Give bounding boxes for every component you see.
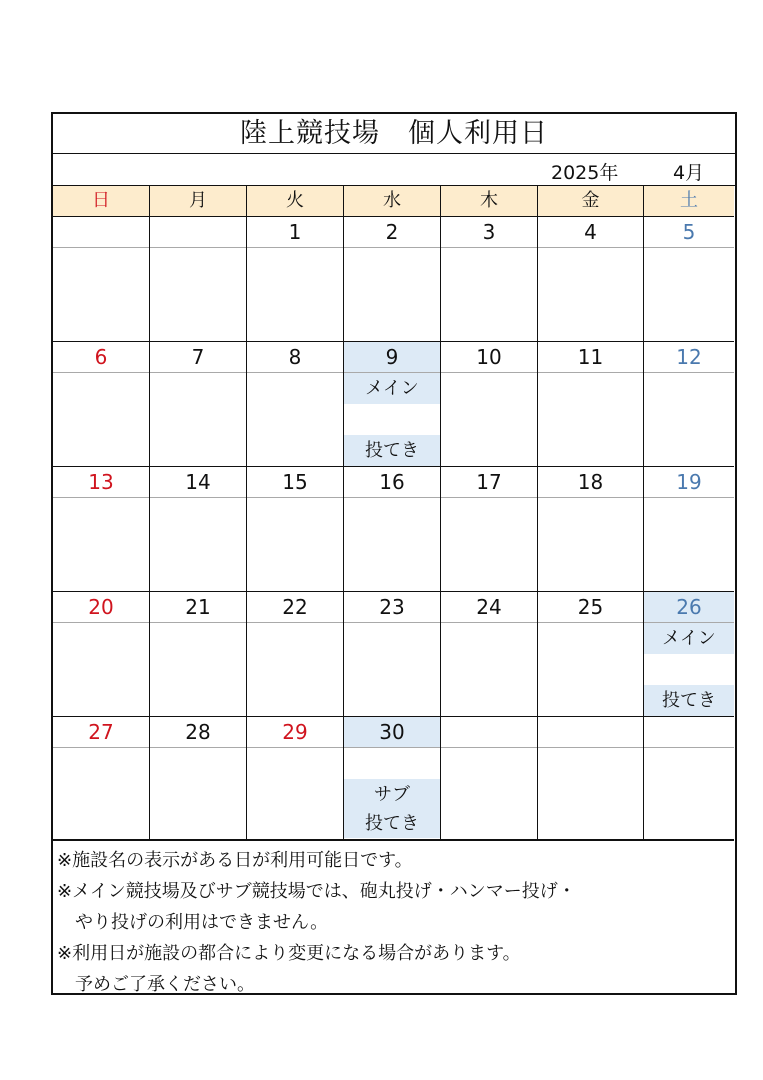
- facility-label-throwing: 投てき: [644, 685, 734, 716]
- calendar-sheet: [51, 112, 737, 995]
- note-line: 予めご了承ください。: [57, 974, 255, 995]
- facility-label-main: メイン: [644, 623, 734, 654]
- year-label: 2025年: [551, 162, 619, 184]
- day-number-17: 17: [441, 467, 537, 498]
- day-cell-26: [644, 592, 734, 717]
- day-cell-1: [247, 217, 344, 342]
- day-number-14: 14: [150, 467, 246, 498]
- day-cell-23: [344, 592, 441, 717]
- page-title: 陸上競技場 個人利用日: [53, 114, 735, 154]
- day-number-16: 16: [344, 467, 440, 498]
- day-number-3: 3: [441, 217, 537, 248]
- day-cell-3: [441, 217, 538, 342]
- day-cell-29: [247, 717, 344, 841]
- day-number-21: 21: [150, 592, 246, 623]
- weekday-sat: 土: [644, 186, 734, 217]
- weekday-fri: 金: [538, 186, 644, 217]
- day-number-12: 12: [644, 342, 734, 373]
- day-number-18: 18: [538, 467, 643, 498]
- day-cell-12: [644, 342, 734, 467]
- day-number-9: 9: [344, 342, 440, 373]
- day-number-29: 29: [247, 717, 343, 748]
- facility-label-throwing: 投てき: [344, 810, 440, 838]
- weekday-wed: 水: [344, 186, 441, 217]
- day-cell-empty: [441, 717, 538, 841]
- day-cell-17: [441, 467, 538, 592]
- day-cell-2: [344, 217, 441, 342]
- day-number-empty: [538, 717, 643, 748]
- weekday-mon: 月: [150, 186, 247, 217]
- day-number-6: 6: [53, 342, 149, 373]
- day-cell-10: [441, 342, 538, 467]
- day-cell-22: [247, 592, 344, 717]
- day-cell-25: [538, 592, 644, 717]
- day-number-27: 27: [53, 717, 149, 748]
- day-cell-30: [344, 717, 441, 841]
- weekday-tue: 火: [247, 186, 344, 217]
- day-cell-20: [53, 592, 150, 717]
- day-cell-9: [344, 342, 441, 467]
- day-number-empty: [150, 217, 246, 248]
- day-cell-27: [53, 717, 150, 841]
- day-cell-empty: [150, 217, 247, 342]
- day-number-25: 25: [538, 592, 643, 623]
- note-line: ※メイン競技場及びサブ競技場では、砲丸投げ・ハンマー投げ・: [57, 881, 576, 902]
- day-cell-4: [538, 217, 644, 342]
- day-cell-11: [538, 342, 644, 467]
- day-number-20: 20: [53, 592, 149, 623]
- day-number-19: 19: [644, 467, 734, 498]
- weekday-sun: 日: [53, 186, 150, 217]
- day-number-8: 8: [247, 342, 343, 373]
- day-cell-8: [247, 342, 344, 467]
- day-cell-16: [344, 467, 441, 592]
- day-cell-7: [150, 342, 247, 467]
- day-number-13: 13: [53, 467, 149, 498]
- facility-label-main: メイン: [344, 373, 440, 404]
- day-cell-5: [644, 217, 734, 342]
- note-line: ※利用日が施設の都合により変更になる場合があります。: [57, 943, 521, 964]
- day-cell-empty: [538, 717, 644, 841]
- day-cell-24: [441, 592, 538, 717]
- day-cell-empty: [644, 717, 734, 841]
- day-number-empty: [441, 717, 537, 748]
- note-line: やり投げの利用はできません。: [57, 912, 329, 933]
- month-label: 4月: [673, 162, 705, 184]
- day-number-23: 23: [344, 592, 440, 623]
- day-number-10: 10: [441, 342, 537, 373]
- weekday-thu: 木: [441, 186, 538, 217]
- day-cell-13: [53, 467, 150, 592]
- note-line: ※施設名の表示がある日が利用可能日です。: [57, 850, 413, 871]
- day-number-15: 15: [247, 467, 343, 498]
- day-cell-empty: [53, 217, 150, 342]
- day-number-empty: [644, 717, 734, 748]
- day-cell-28: [150, 717, 247, 841]
- day-number-28: 28: [150, 717, 246, 748]
- day-cell-14: [150, 467, 247, 592]
- day-number-30: 30: [344, 717, 440, 748]
- day-number-1: 1: [247, 217, 343, 248]
- day-cell-19: [644, 467, 734, 592]
- day-number-4: 4: [538, 217, 643, 248]
- day-cell-18: [538, 467, 644, 592]
- day-number-24: 24: [441, 592, 537, 623]
- day-number-5: 5: [644, 217, 734, 248]
- day-cell-6: [53, 342, 150, 467]
- day-number-empty: [53, 217, 149, 248]
- year-month-row: [53, 154, 735, 186]
- facility-label-throwing: 投てき: [344, 435, 440, 466]
- day-number-11: 11: [538, 342, 643, 373]
- day-number-22: 22: [247, 592, 343, 623]
- facility-label-sub: サブ: [344, 779, 440, 810]
- day-cell-15: [247, 467, 344, 592]
- day-number-7: 7: [150, 342, 246, 373]
- day-number-26: 26: [644, 592, 734, 623]
- day-cell-21: [150, 592, 247, 717]
- day-number-2: 2: [344, 217, 440, 248]
